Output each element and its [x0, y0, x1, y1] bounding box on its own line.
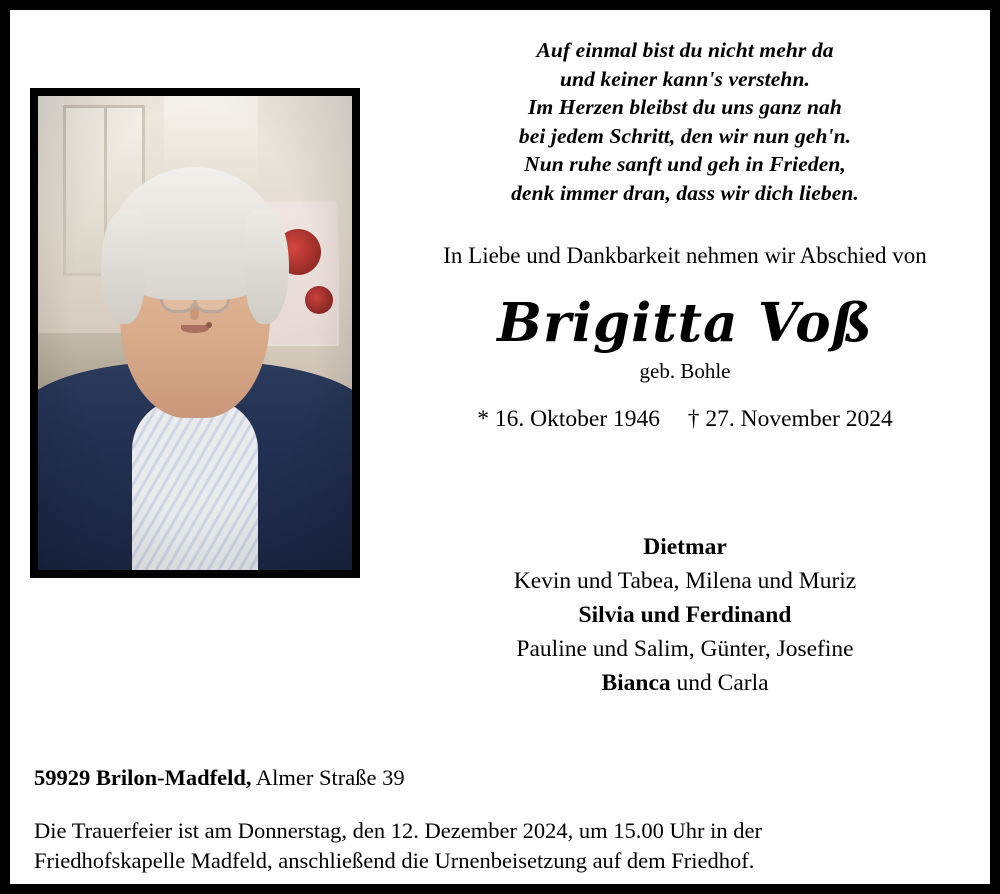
address-city: 59929 Brilon-Madfeld, — [34, 765, 252, 790]
birth-date: * 16. Oktober 1946 — [477, 406, 661, 432]
death-date: † 27. November 2024 — [687, 406, 893, 432]
ceremony-line: Friedhofskapelle Madfeld, anschließend die Urnenbeisetzung auf dem Friedhof. — [34, 848, 755, 873]
address-street: Almer Straße 39 — [251, 765, 405, 790]
family-names — [390, 530, 980, 700]
poem-line: Nun ruhe sanft und geh in Frieden, — [524, 152, 846, 176]
family-line-rest: und Carla — [670, 670, 769, 696]
portrait-frame — [30, 88, 360, 578]
photo-vignette — [38, 96, 352, 570]
portrait-photo — [38, 96, 352, 570]
life-dates — [390, 406, 980, 433]
ceremony-info — [34, 816, 984, 876]
family-line: Dietmar — [643, 534, 727, 560]
poem-line: denk immer dran, dass wir dich lieben. — [511, 180, 859, 205]
text-column — [390, 36, 980, 433]
deceased-name: Brigitta Voß — [497, 292, 873, 354]
address-line — [34, 765, 405, 791]
family-line: Kevin und Tabea, Milena und Muriz — [513, 568, 857, 594]
family-line — [390, 666, 980, 700]
maiden-name: geb. Bohle — [639, 359, 731, 383]
farewell-line: In Liebe und Dankbarkeit nehmen wir Abschied von — [443, 243, 927, 268]
ceremony-line: Die Trauerfeier ist am Donnerstag, den 12. Dezember 2024, um 15.00 Uhr in der — [34, 818, 762, 843]
poem-line: und keiner kann's verstehn. — [559, 66, 810, 91]
family-line: Pauline und Salim, Günter, Josefine — [516, 636, 854, 662]
poem-line: Auf einmal bist du nicht mehr da — [536, 38, 834, 62]
family-name-bianca: Bianca — [601, 670, 671, 696]
memorial-poem — [390, 36, 980, 207]
family-line: Silvia und Ferdinand — [578, 602, 792, 628]
card-inner — [10, 10, 990, 884]
poem-line: Im Herzen bleibst du uns ganz nah — [528, 95, 842, 119]
poem-line: bei jedem Schritt, den wir nun geh'n. — [518, 123, 852, 148]
